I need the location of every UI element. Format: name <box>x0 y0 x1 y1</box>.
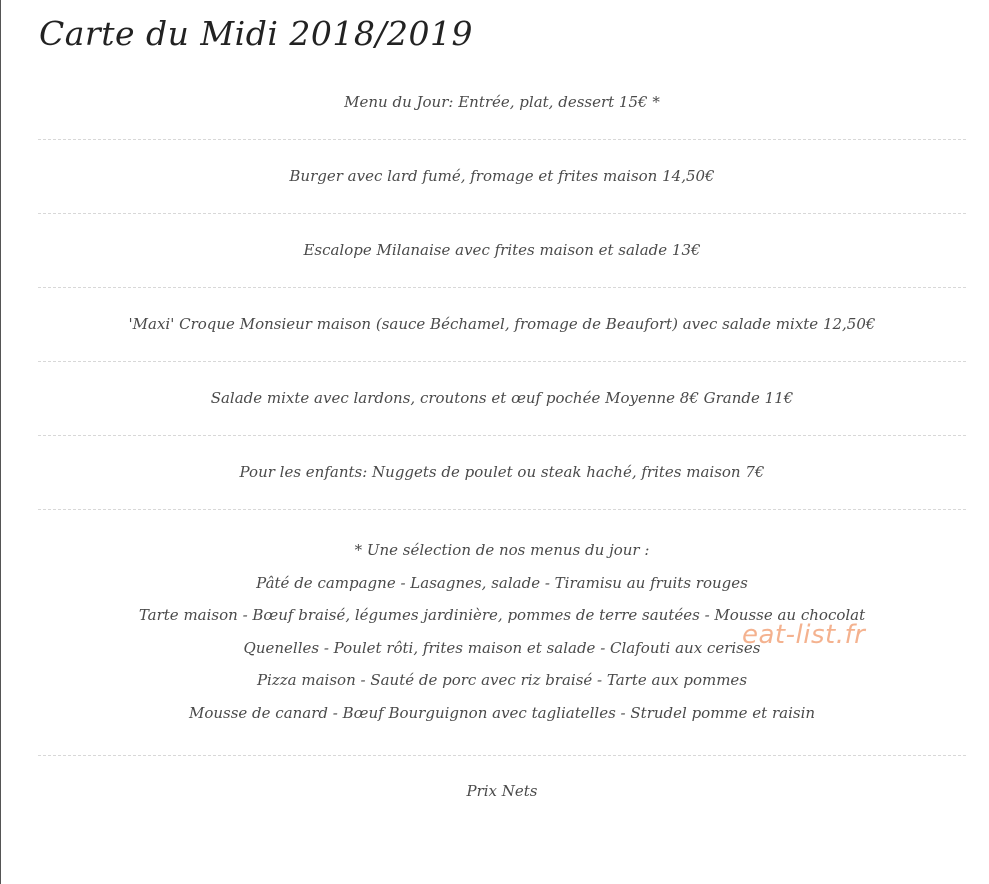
selection-heading: * Une sélection de nos menus du jour : <box>354 541 650 559</box>
menu-item-enfants: Pour les enfants: Nuggets de poulet ou steak haché, frites maison 7€ <box>38 436 966 510</box>
menu-item-escalope: Escalope Milanaise avec frites maison et salade 13€ <box>38 214 966 288</box>
page-title: Carte du Midi 2018/2019 <box>39 14 473 53</box>
menu-item-burger: Burger avec lard fumé, fromage et frites maison 14,50€ <box>38 140 966 214</box>
price-note: Prix Nets <box>466 781 538 800</box>
selection-line: Tarte maison - Bœuf braisé, légumes jardinière, pommes de terre sautées - Mousse au chocolat <box>138 606 866 625</box>
menu-item-menu-du-jour: Menu du Jour: Entrée, plat, dessert 15€ * <box>38 66 966 140</box>
menu-item-salade-mixte: Salade mixte avec lardons, croutons et œuf pochée Moyenne 8€ Grande 11€ <box>38 362 966 436</box>
watermark: eat-list.fr <box>742 620 866 650</box>
menu-list <box>38 66 966 801</box>
selection-line: Pâté de campagne - Lasagnes, salade - Tiramisu au fruits rouges <box>256 573 748 592</box>
menu-item-croque-monsieur: 'Maxi' Croque Monsieur maison (sauce Béchamel, fromage de Beaufort) avec salade mixte 12,50€ <box>38 288 966 362</box>
selection-line: Pizza maison - Sauté de porc avec riz braisé - Tarte aux pommes <box>256 671 748 690</box>
selection-line: Quenelles - Poulet rôti, frites maison et salade - Clafouti aux cerises <box>243 638 761 657</box>
selection-line: Mousse de canard - Bœuf Bourguignon avec tagliatelles - Strudel pomme et raisin <box>188 703 816 722</box>
